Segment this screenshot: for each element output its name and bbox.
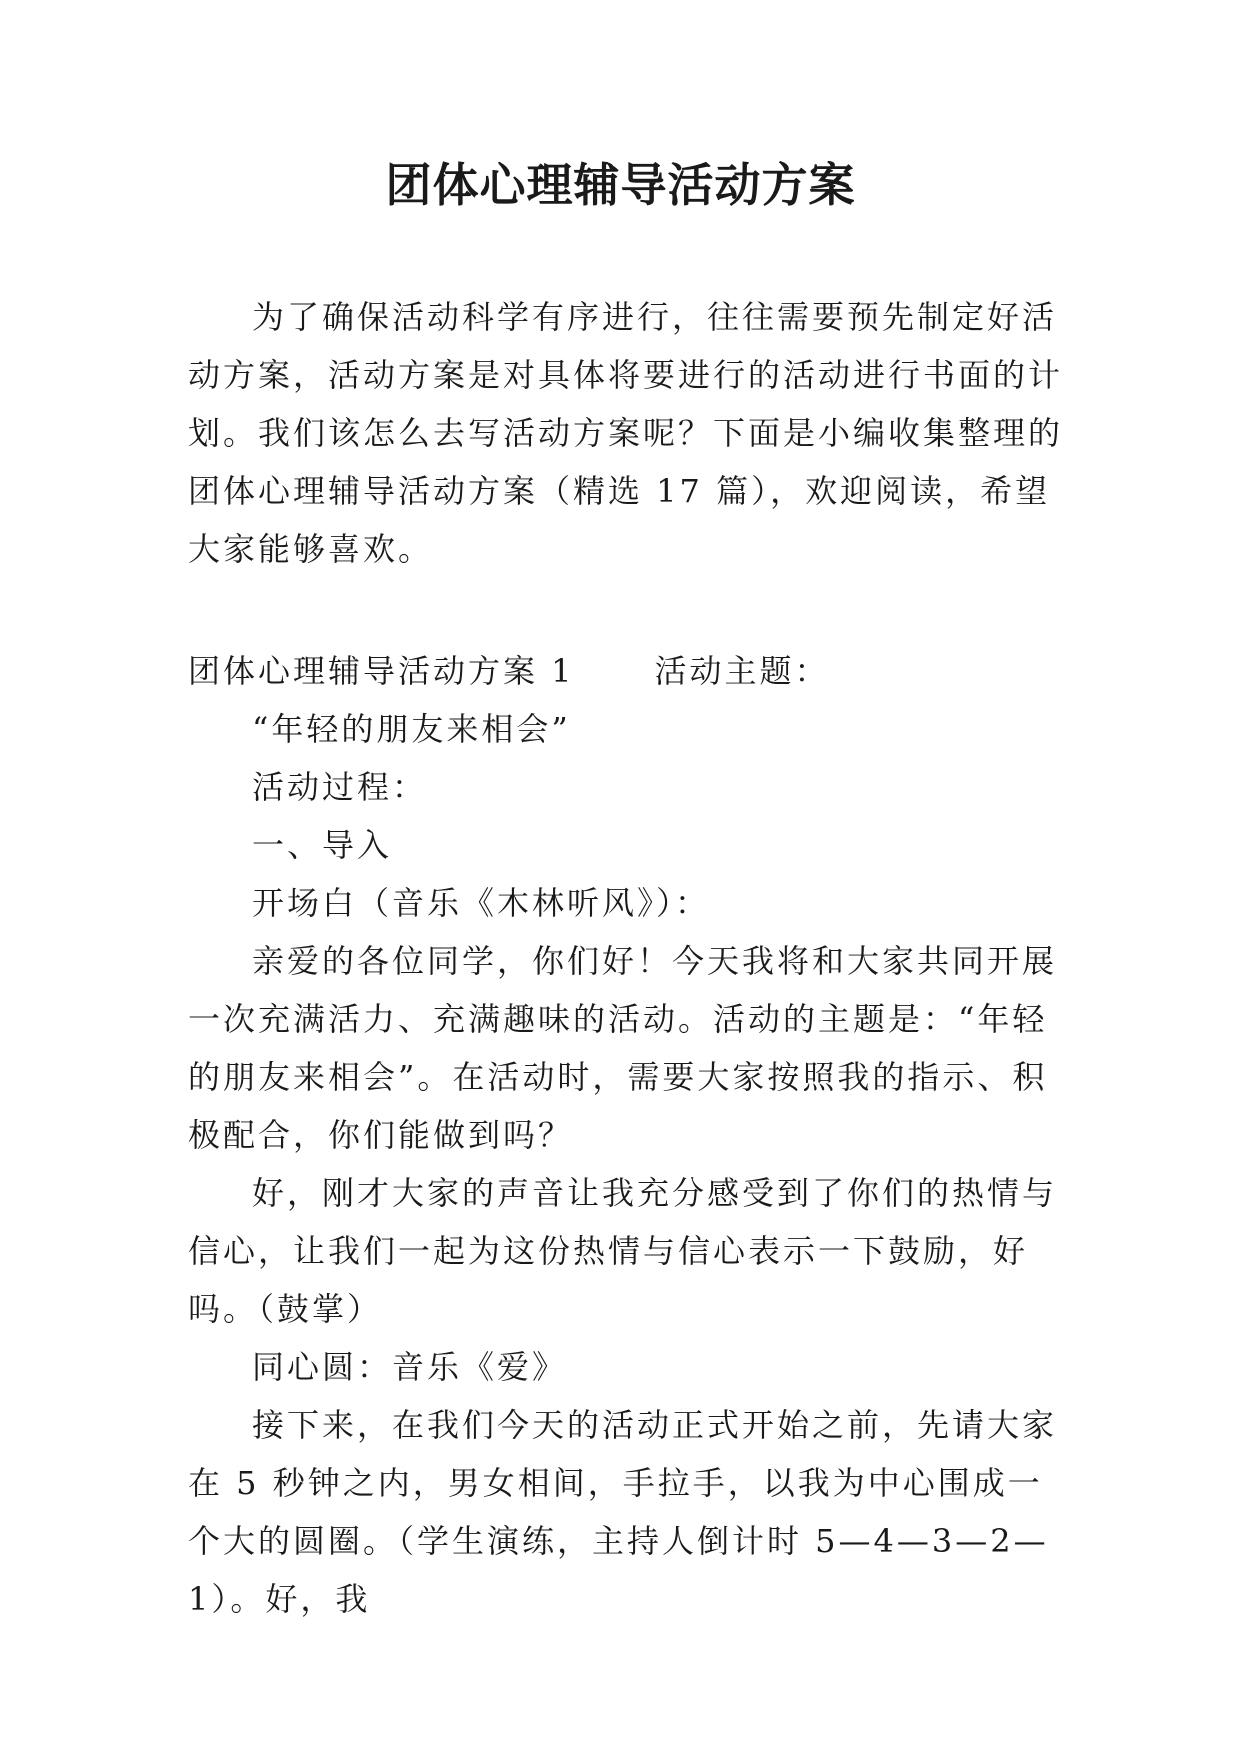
process-label: 活动过程： <box>252 768 428 806</box>
section-heading: 团体心理辅导活动方案 1 <box>188 652 575 690</box>
intro-paragraph: 为了确保活动科学有序进行，往往需要预先制定好活动方案，活动方案是对具体将要进行的活动进行书面的计划。我们该怎么去写活动方案呢？下面是小编收集整理的团体心理辅导活动方案（精选 17 篇），欢迎阅读，希望大家能够喜欢。 <box>188 298 1064 568</box>
section-theme-label: 活动主题： <box>654 652 830 690</box>
theme-value: “年轻的朋友来相会” <box>252 710 571 748</box>
document-title: 团体心理辅导活动方案 <box>385 158 856 212</box>
document-body <box>188 288 1066 1628</box>
applause-paragraph: 好，刚才大家的声音让我充分感受到了你们的热情与信心，让我们一起为这份热情与信心表示一下鼓励，好吗。（鼓掌） <box>188 1174 1058 1328</box>
paragraph-gap <box>188 578 1066 642</box>
step-one-heading: 一、导入 <box>252 826 393 864</box>
opening-label: 开场白（音乐《木林听风》）： <box>252 884 711 922</box>
section-heading-line <box>188 642 1066 700</box>
circle-paragraph: 接下来，在我们今天的活动正式开始之前，先请大家在 5 秒钟之内，男女相间，手拉手，以我为中心围成一个大的圆圈。（学生演练，主持人倒计时 5—4—3—2—1）。好，我 <box>188 1406 1058 1618</box>
greeting-paragraph: 亲爱的各位同学，你们好！今天我将和大家共同开展一次充满活力、充满趣味的活动。活动的主题是：“年轻的朋友来相会”。在活动时，需要大家按照我的指示、积极配合，你们能做到吗？ <box>188 942 1058 1154</box>
circle-label: 同心圆：音乐《爱》 <box>252 1348 568 1386</box>
